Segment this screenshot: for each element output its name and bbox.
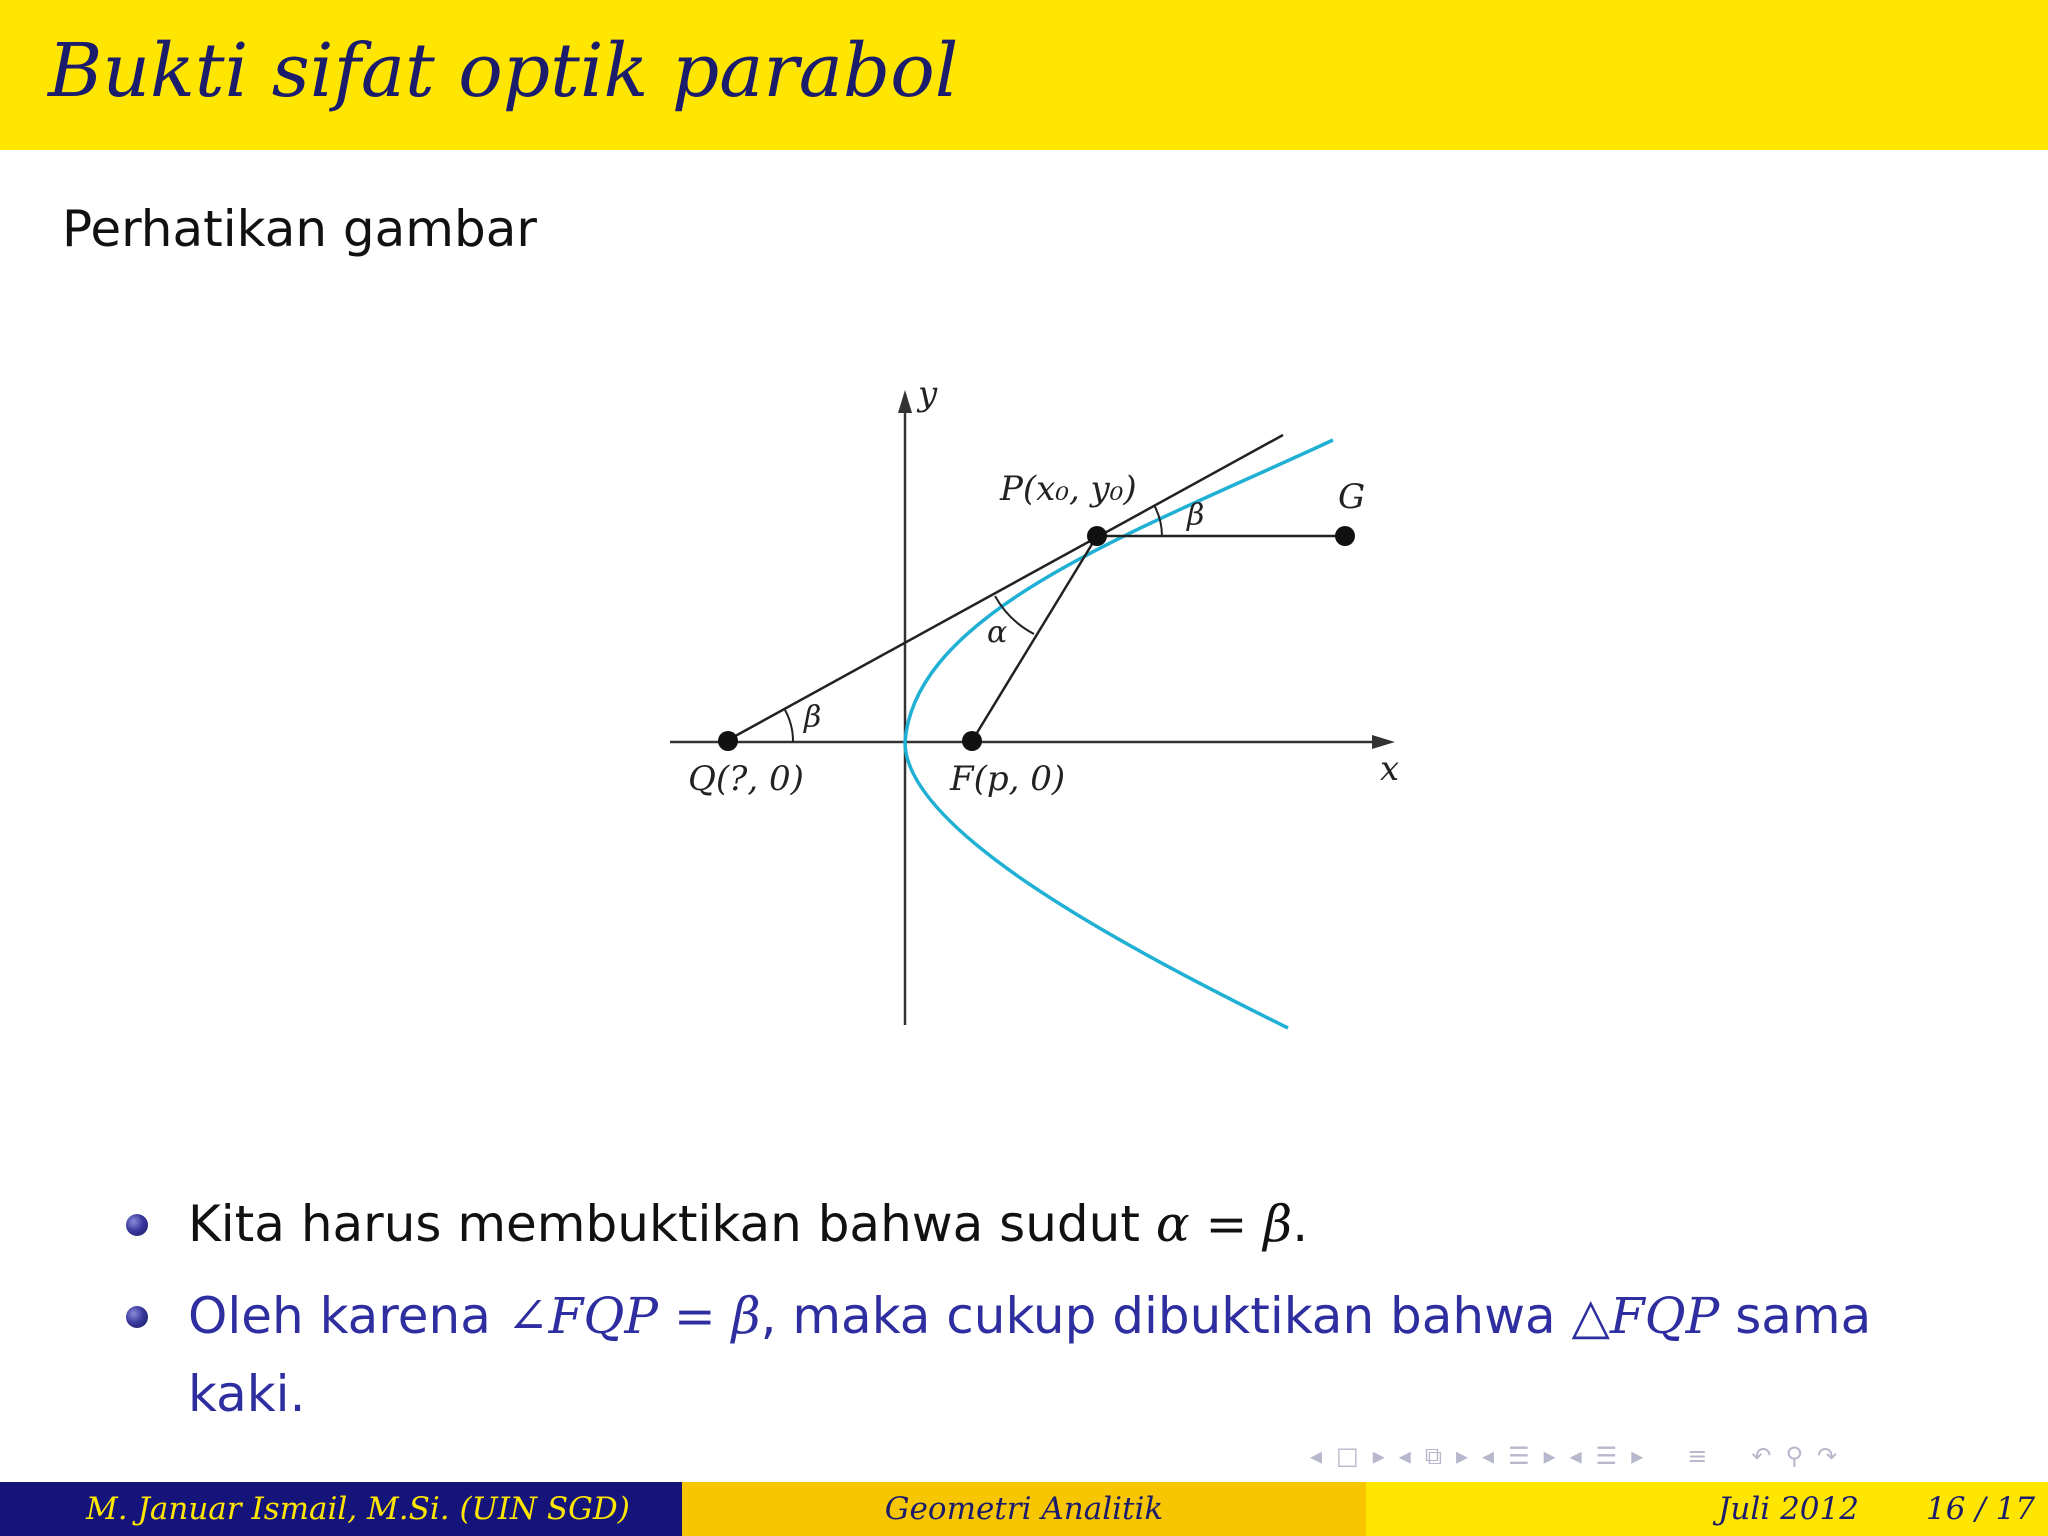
frame-icon[interactable]: □ — [1336, 1442, 1359, 1470]
title-bar — [0, 0, 2048, 150]
search-icon[interactable]: ⚲ — [1785, 1442, 1804, 1470]
frames-icon[interactable]: ⧉ — [1424, 1442, 1442, 1470]
slide-title: Bukti sifat optik parabol — [48, 28, 959, 114]
bullet-dot-icon — [126, 1214, 148, 1236]
point-P-label: P(x₀, y₀) — [1000, 469, 1137, 509]
angle-alpha-label: α — [987, 615, 1008, 650]
y-axis-label: y — [918, 374, 938, 414]
bullet-dot-icon — [126, 1306, 148, 1328]
point-F-label: F(p, 0) — [950, 759, 1066, 799]
bullet-math: ∠FQP = β — [506, 1287, 761, 1345]
nav-next-icon[interactable]: ▸ — [1631, 1442, 1644, 1470]
nav-next-icon[interactable]: ▸ — [1455, 1442, 1469, 1470]
footer-course: Geometri Analitik — [682, 1482, 1366, 1536]
point-G-label: G — [1338, 477, 1366, 517]
footer — [0, 1482, 2048, 1536]
redo-icon[interactable]: ↷ — [1817, 1442, 1838, 1470]
section-icon[interactable]: ☰ — [1508, 1442, 1530, 1470]
angle-beta-top-label: β — [1187, 498, 1205, 533]
angle-beta-bottom-label: β — [804, 700, 822, 735]
footer-right — [1366, 1482, 2048, 1536]
point-G — [1335, 526, 1355, 546]
x-axis-label: x — [1380, 749, 1400, 789]
footer-date: Juli 2012 — [1718, 1491, 1859, 1527]
bullet-math: △FQP — [1571, 1287, 1720, 1345]
subsection-icon[interactable]: ☰ — [1595, 1442, 1618, 1470]
parabola-figure — [600, 360, 1420, 1080]
footer-page-number: 16 / 17 — [1926, 1491, 2036, 1527]
point-P — [1087, 526, 1107, 546]
bullet-text: Oleh karena — [188, 1287, 507, 1345]
bullet-text: , maka cukup dibuktikan bahwa — [760, 1287, 1572, 1345]
angle-arc-beta-bottom — [785, 710, 793, 742]
x-axis-arrow — [1372, 735, 1395, 749]
align-icon[interactable]: ≡ — [1687, 1442, 1708, 1470]
nav-prev-icon[interactable]: ◂ — [1310, 1442, 1323, 1470]
nav-next-icon[interactable]: ▸ — [1543, 1442, 1556, 1470]
point-Q-label: Q(?, 0) — [688, 759, 804, 799]
bullet-item — [120, 1185, 2000, 1263]
beamer-navigation — [1310, 1436, 2030, 1476]
y-axis-arrow — [898, 390, 912, 413]
footer-author: M. Januar Ismail, M.Si. (UIN SGD) — [0, 1482, 682, 1536]
bullet-math: α = β — [1155, 1195, 1293, 1253]
point-Q — [718, 731, 738, 751]
bullet-text: sama kaki. — [188, 1287, 1872, 1423]
point-F — [962, 731, 982, 751]
nav-next-icon[interactable]: ▸ — [1372, 1442, 1385, 1470]
nav-prev-icon[interactable]: ◂ — [1482, 1442, 1495, 1470]
bullet-item — [120, 1277, 2000, 1433]
undo-icon[interactable]: ↶ — [1751, 1442, 1772, 1470]
bullet-text: Kita harus membuktikan bahwa sudut — [188, 1195, 1156, 1253]
bullet-list — [120, 1185, 2000, 1433]
intro-text: Perhatikan gambar — [62, 200, 537, 258]
nav-prev-icon[interactable]: ◂ — [1398, 1442, 1411, 1470]
nav-prev-icon[interactable]: ◂ — [1569, 1442, 1582, 1470]
bullet-text: . — [1292, 1195, 1309, 1253]
